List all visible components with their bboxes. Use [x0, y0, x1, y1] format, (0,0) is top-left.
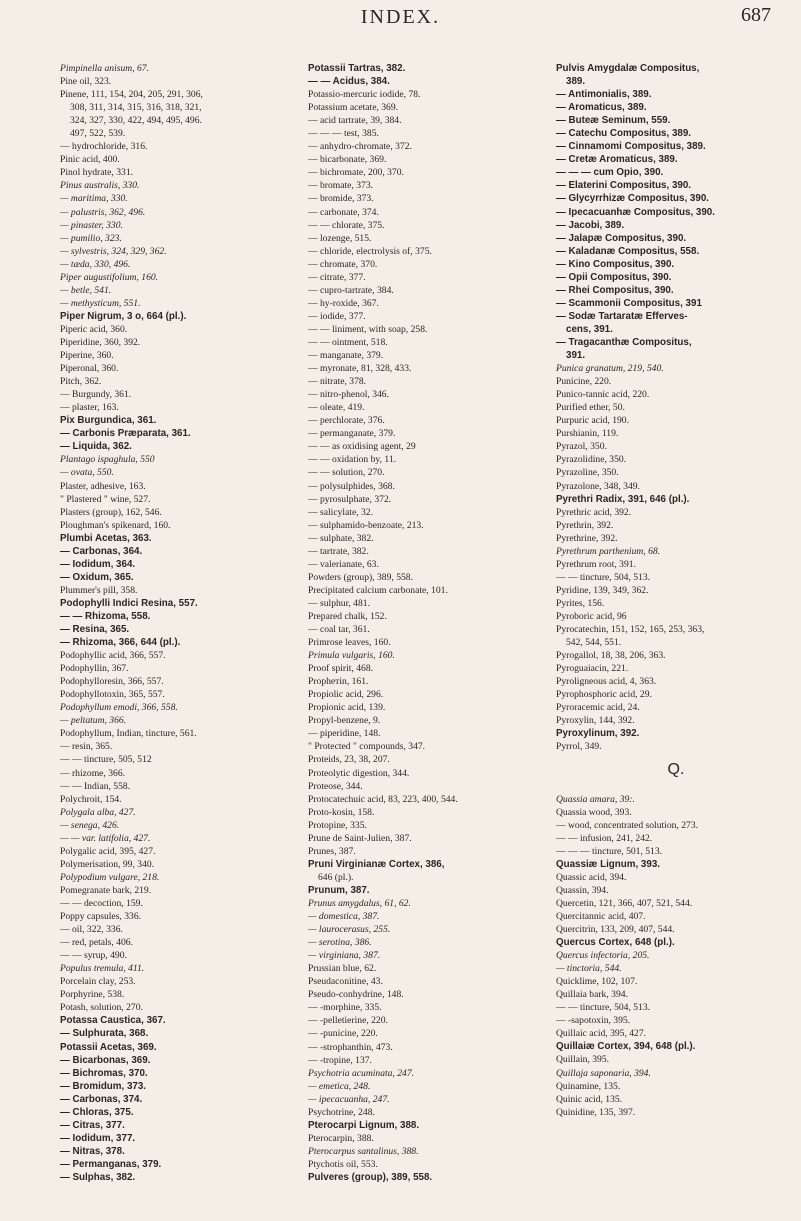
index-entry: — perchlorate, 376.	[308, 415, 385, 427]
index-entry: Quassia amara, 39:.	[556, 793, 635, 805]
index-entry: — — tincture, 504, 513.	[556, 571, 651, 583]
index-entry: Piperonal, 360.	[60, 363, 119, 375]
index-entry: Potassii Acetas, 369.	[60, 1041, 157, 1053]
index-entry: Quinidine, 135, 397.	[556, 1106, 636, 1118]
index-entry: — tartrate, 382.	[308, 545, 369, 557]
index-entry: — virginiana, 387.	[308, 950, 381, 962]
index-entry: 497, 522, 539.	[70, 128, 126, 140]
index-entry: Ptychotis oil, 553.	[308, 1158, 378, 1170]
index-entry: Purified ether, 50.	[556, 402, 625, 414]
index-entry: — lozenge, 515.	[308, 232, 372, 244]
index-entry: — Ipecacuanhæ Compositus, 390.	[556, 206, 715, 218]
index-entry: — — chlorate, 375.	[308, 219, 385, 231]
index-entry: Polypodium vulgare, 218.	[60, 871, 160, 883]
index-entry: — red, petals, 406.	[60, 937, 134, 949]
index-entry: " Plastered " wine, 527.	[60, 493, 151, 505]
index-entry: Pinus australis, 330.	[60, 180, 140, 192]
index-entry: Podophyllin, 367.	[60, 663, 129, 675]
index-entry: — senega, 426.	[60, 819, 120, 831]
index-entry: Pine oil, 323.	[60, 76, 112, 88]
index-entry: — bichromate, 200, 370.	[308, 167, 404, 179]
index-entry: — myronate, 81, 328, 433.	[308, 363, 412, 375]
index-entry: Populus tremula, 411.	[60, 963, 145, 975]
index-entry: — Bichromas, 370.	[60, 1067, 148, 1079]
index-entry: — permanganate, 379.	[308, 428, 396, 440]
index-entry: — Cretæ Aromaticus, 389.	[556, 154, 678, 166]
index-entry: — Carbonas, 374.	[60, 1093, 143, 1105]
index-entry: Quillaiæ Cortex, 394, 648 (pl.).	[556, 1041, 696, 1053]
index-entry: Prunus amygdalus, 61, 62.	[308, 898, 411, 909]
index-entry: 308, 311, 314, 315, 316, 318, 321,	[70, 102, 202, 114]
index-entry: — — — tincture, 501, 513.	[556, 845, 663, 857]
index-entry: Pinic acid, 400.	[60, 154, 120, 166]
index-entry: — Liquida, 362.	[60, 441, 132, 453]
index-entry: Potassa Caustica, 367.	[60, 1015, 166, 1027]
index-entry: — polysulphides, 368.	[308, 480, 395, 492]
index-entry: Pyrazolone, 348, 349.	[556, 480, 640, 492]
index-column-2	[308, 62, 548, 1184]
index-entry: — sulphamido-benzoate, 213.	[308, 519, 424, 531]
index-entry: Potash, solution, 270.	[60, 1002, 143, 1014]
index-entry: Pyrrol, 349.	[556, 741, 602, 753]
index-entry: Psychotria acuminata, 247.	[308, 1067, 415, 1079]
index-entry: — Jalapæ Compositus, 390.	[556, 232, 687, 244]
index-entry: — acid tartrate, 39, 384.	[308, 115, 402, 127]
index-entry: — chromate, 370.	[308, 258, 378, 270]
index-entry: Pyroguaiacin, 221.	[556, 663, 629, 675]
index-entry: Pinene, 111, 154, 204, 205, 291, 306,	[60, 89, 203, 101]
index-entry: — tæda, 330, 496.	[60, 258, 131, 270]
index-entry: — plaster, 163.	[60, 402, 119, 414]
index-entry: — Rhizoma, 366, 644 (pl.).	[60, 637, 181, 649]
index-entry: Ploughman's spikenard, 160.	[60, 519, 171, 531]
index-entry: — betle, 541.	[60, 284, 112, 296]
index-entry: Porcelain clay, 253.	[60, 976, 136, 988]
index-entry: — -strophanthin, 473.	[308, 1041, 393, 1053]
index-entry: Quassia wood, 393.	[556, 806, 632, 818]
index-entry: — Catechu Compositus, 389.	[556, 128, 692, 140]
index-entry: — pinaster, 330.	[60, 219, 123, 231]
index-entry: — laurocerasus, 255.	[308, 924, 391, 936]
index-entry: Prune de Saint-Julien, 387.	[308, 832, 412, 844]
index-entry: Quinic acid, 135.	[556, 1093, 623, 1105]
index-entry: Pomegranate bark, 219.	[60, 884, 152, 896]
index-entry: Quercus infectoria, 205.	[556, 950, 650, 962]
index-entry: — serotina, 386.	[308, 937, 372, 949]
index-entry: — iodide, 377.	[308, 310, 366, 322]
index-entry: Prunum, 387.	[308, 884, 370, 896]
index-entry: Prepared chalk, 152.	[308, 610, 387, 622]
index-entry: — Buteæ Seminum, 559.	[556, 115, 671, 127]
index-entry: — palustris, 362, 496.	[60, 206, 146, 218]
index-entry: — hy-roxide, 367.	[308, 297, 379, 309]
index-entry: Propiolic acid, 296.	[308, 689, 384, 701]
index-entry: Potassii Tartras, 382.	[308, 63, 406, 74]
index-entry: — Aromaticus, 389.	[556, 102, 647, 114]
index-entry: Pyroxylin, 144, 392.	[556, 715, 635, 727]
index-entry: — Antimonialis, 389.	[556, 89, 652, 101]
index-entry: 542, 544, 551.	[566, 637, 622, 649]
index-entry: Pseudaconitine, 43.	[308, 976, 383, 988]
index-entry: 324, 327, 330, 422, 494, 495, 496.	[70, 115, 202, 127]
index-entry: Plumbi Acetas, 363.	[60, 532, 152, 544]
index-entry: Powders (group), 389, 558.	[308, 571, 413, 583]
index-entry: Potassium acetate, 369.	[308, 102, 399, 114]
index-entry: — Iodidum, 364.	[60, 558, 136, 570]
index-entry: — -pelletierine, 220.	[308, 1015, 388, 1027]
index-entry: Podophylli Indici Resina, 557.	[60, 597, 198, 609]
index-entry: — — solution, 270.	[308, 467, 385, 479]
index-entry: — -sapotoxin, 395.	[556, 1015, 631, 1027]
index-entry: — — decoction, 159.	[60, 898, 143, 909]
index-entry: Pyroligneous acid, 4, 363.	[556, 676, 657, 688]
index-column-3	[556, 62, 796, 1119]
index-entry: Pyrethri Radix, 391, 646 (pl.).	[556, 493, 690, 505]
index-entry: — tinctoria, 544.	[556, 963, 622, 975]
index-entry: Podophylloresin, 366, 557.	[60, 676, 164, 688]
index-entry: — sulphate, 382.	[308, 532, 374, 544]
index-entry: Plasters (group), 162, 546.	[60, 506, 162, 518]
index-entry: — anhydro-chromate, 372.	[308, 141, 412, 153]
index-entry: Potassio-mercuric iodide, 78.	[308, 89, 421, 101]
index-entry: Pyridine, 139, 349, 362.	[556, 584, 649, 596]
section-letter: Q.	[667, 761, 685, 779]
index-entry: — valerianate, 63.	[308, 558, 379, 570]
index-entry: — Resina, 365.	[60, 624, 130, 636]
index-entry: Piper augustifolium, 160.	[60, 271, 159, 283]
index-entry: Proto-kosin, 158.	[308, 806, 375, 818]
index-entry: — cupro-tartrate, 384.	[308, 284, 394, 296]
index-entry: Pulvis Amygdalæ Compositus,	[556, 63, 700, 74]
index-entry: — — Indian, 558.	[60, 780, 131, 792]
index-entry: Purpuric acid, 190.	[556, 415, 630, 427]
index-entry: Pyrethrum root, 391.	[556, 558, 636, 570]
index-entry: Propionic acid, 139.	[308, 702, 386, 714]
index-entry: Pyroxylinum, 392.	[556, 728, 640, 740]
index-entry: Propheтin, 161.	[308, 676, 369, 688]
index-entry: Prunes, 387.	[308, 845, 356, 857]
index-entry: Pix Burgundica, 361.	[60, 415, 157, 427]
index-entry: — Permanganas, 379.	[60, 1158, 162, 1170]
index-entry: — Oxidum, 365.	[60, 571, 134, 583]
index-entry: Piperidine, 360, 392.	[60, 336, 141, 348]
index-entry: — carbonate, 374.	[308, 206, 379, 218]
index-entry: — maritima, 330.	[60, 193, 128, 205]
index-entry: Pyrazol, 350.	[556, 441, 607, 453]
index-entry: Porphyrine, 538.	[60, 989, 125, 1001]
index-entry: Pyrethric acid, 392.	[556, 506, 632, 518]
index-entry: — nitro-phenol, 346.	[308, 389, 390, 401]
index-entry: Pterocarpi Lignum, 388.	[308, 1119, 420, 1131]
index-entry: Proof spirit, 468.	[308, 663, 374, 675]
index-entry: Quercetin, 121, 366, 407, 521, 544.	[556, 897, 693, 909]
index-entry: — Carbonas, 364.	[60, 545, 143, 557]
index-entry: Pyroracemic acid, 24.	[556, 702, 640, 714]
index-entry: — — ointment, 518.	[308, 336, 388, 348]
index-entry: — — tincture, 505, 512	[60, 754, 152, 766]
index-entry: — Chloras, 375.	[60, 1106, 134, 1118]
index-entry: Pyrogallol, 18, 38, 206, 363.	[556, 650, 666, 662]
index-entry: — Elaterini Compositus, 390.	[556, 180, 692, 192]
index-entry: Quassic acid, 394.	[556, 871, 627, 883]
index-entry: Psychotrine, 248.	[308, 1106, 375, 1118]
index-entry: — — — test, 385.	[308, 128, 379, 140]
index-entry: — -punicine, 220.	[308, 1028, 378, 1040]
index-entry: Pinol hydrate, 331.	[60, 167, 134, 179]
index-entry: — — tincture, 504, 513.	[556, 1002, 651, 1014]
index-entry: Punicine, 220.	[556, 376, 612, 388]
index-entry: — piperidine, 148.	[308, 728, 381, 740]
index-entry: Pimpinella anisum, 67.	[60, 63, 150, 74]
index-entry: — bromate, 373.	[308, 180, 374, 192]
index-entry: Plummer's pill, 358.	[60, 584, 138, 596]
index-entry: Polymerisation, 99, 340.	[60, 858, 155, 870]
index-entry: — Burgundy, 361.	[60, 389, 132, 401]
index-entry: — manganate, 379.	[308, 350, 384, 362]
index-entry: — Glycyrrhizæ Compositus, 390.	[556, 193, 709, 205]
index-entry: — — infusion, 241, 242.	[556, 832, 653, 844]
index-entry: Quillain, 395.	[556, 1054, 610, 1066]
index-entry: — pyrosulphate, 372.	[308, 493, 392, 505]
index-entry: Pterocarpin, 388.	[308, 1132, 374, 1144]
index-entry: — sylvestris, 324, 329, 362.	[60, 245, 167, 257]
index-entry: Polygala alba, 427.	[60, 806, 136, 818]
index-entry: Prussian blue, 62.	[308, 963, 377, 975]
index-entry: Primrose leaves, 160.	[308, 637, 391, 649]
index-entry: Proteose, 344.	[308, 780, 363, 792]
index-entry: Punica granatum, 219, 540.	[556, 363, 664, 375]
index-entry: Pyrazolidine, 350.	[556, 454, 627, 466]
index-entry: — resin, 365.	[60, 741, 113, 753]
index-entry: — citrate, 377.	[308, 271, 366, 283]
index-entry: Propyl-benzene, 9.	[308, 715, 381, 727]
index-entry: — Kaladanæ Compositus, 558.	[556, 245, 700, 257]
index-entry: — rhizome, 366.	[60, 767, 126, 779]
index-entry: — Tragacanthæ Compositus,	[556, 336, 692, 348]
index-entry: Quillaia bark, 394.	[556, 989, 628, 1001]
index-entry: Quillaja saponaria, 394.	[556, 1067, 651, 1079]
index-entry: — — syrup, 490.	[60, 950, 127, 962]
index-entry: Quercitannic acid, 407.	[556, 910, 646, 922]
index-entry: — Rhei Compositus, 390.	[556, 284, 674, 296]
index-entry: — — liniment, with soap, 258.	[308, 323, 428, 335]
index-entry: — Opii Compositus, 390.	[556, 271, 672, 283]
index-entry: Pyrites, 156.	[556, 597, 605, 609]
index-entry: — salicylate, 32.	[308, 506, 374, 518]
index-entry: Pyrophosphoric acid, 29.	[556, 689, 652, 701]
index-entry: Podophyllum emodi, 366, 558.	[60, 702, 178, 714]
index-entry: Quassin, 394.	[556, 884, 609, 896]
index-entry: — Bromidum, 373.	[60, 1080, 147, 1092]
index-entry: — Iodidum, 377.	[60, 1132, 136, 1144]
index-entry: Quicklime, 102, 107.	[556, 976, 638, 988]
index-entry: Piperic acid, 360.	[60, 323, 128, 335]
index-entry: — sulphur, 481.	[308, 597, 370, 609]
index-entry: — peltatum, 366.	[60, 715, 127, 727]
index-entry: — nitrate, 378.	[308, 376, 367, 388]
index-entry: Pterocarpus santalinus, 388.	[308, 1145, 419, 1157]
index-entry: — oleate, 419.	[308, 402, 365, 414]
index-entry: Poppy capsules, 336.	[60, 911, 142, 923]
index-entry: Plantago ispaghula, 550	[60, 454, 155, 466]
index-entry: — bromide, 373.	[308, 193, 374, 205]
index-entry: Pyrethrine, 392.	[556, 532, 618, 544]
index-entry: — Cinnamomi Compositus, 389.	[556, 141, 706, 153]
index-entry: Polychroit, 154.	[60, 793, 122, 805]
index-entry: — bicarbonate, 369.	[308, 154, 387, 166]
index-entry: Primula vulgaris, 160.	[308, 650, 395, 662]
index-entry: — Sulphurata, 368.	[60, 1028, 149, 1040]
index-entry: — ovata, 550.	[60, 467, 114, 479]
index-entry: — chloride, electrolysis of, 375.	[308, 245, 432, 257]
index-entry: Pruni Virginianæ Cortex, 386,	[308, 858, 445, 870]
index-entry: — coal tar, 361.	[308, 624, 370, 636]
index-entry: — Bicarbonas, 369.	[60, 1054, 151, 1066]
index-entry: — ipecacuanha, 247.	[308, 1093, 390, 1105]
index-entry: — Kino Compositus, 390.	[556, 258, 675, 270]
index-column-1	[60, 62, 280, 1184]
index-entry: Pyroboric acid, 96	[556, 610, 627, 622]
index-entry: Pitch, 362.	[60, 376, 102, 388]
index-entry: — wood, concentrated solution, 273.	[556, 819, 699, 831]
index-entry: — Sulphas, 382.	[60, 1171, 136, 1183]
index-entry: — — oxidation by, 11.	[308, 454, 397, 466]
index-entry: Quercus Cortex, 648 (pl.).	[556, 937, 675, 949]
index-entry: — Scammonii Compositus, 391	[556, 297, 702, 309]
page-number: 687	[741, 4, 771, 26]
index-entry: Quillaic acid, 395, 427.	[556, 1028, 647, 1040]
index-entry: — emetica, 248.	[308, 1080, 371, 1092]
index-entry: Proteolytic digestion, 344.	[308, 767, 410, 779]
index-entry: — — Acidus, 384.	[308, 76, 390, 88]
index-entry: — oil, 322, 336.	[60, 924, 123, 936]
index-entry: Proteids, 23, 38, 207.	[308, 754, 390, 766]
index-entry: Polygalic acid, 395, 427.	[60, 845, 156, 857]
index-entry: Quinamine, 135.	[556, 1080, 621, 1092]
index-entry: Podophyllum, Indian, tincture, 561.	[60, 728, 197, 740]
index-entry: — Carbonis Præparata, 361.	[60, 428, 191, 440]
index-entry: — -tropine, 137.	[308, 1054, 372, 1066]
index-entry: — domestica, 387.	[308, 911, 380, 923]
index-entry: — — var. latifolia, 427.	[60, 832, 151, 844]
index-entry: — Nitras, 378.	[60, 1145, 125, 1157]
index-entry: — Citras, 377.	[60, 1119, 125, 1131]
index-entry: — -morphine, 335.	[308, 1002, 382, 1014]
index-entry: Piper Nigrum, 3 o, 664 (pl.).	[60, 310, 187, 322]
index-entry: — — — cum Opio, 390.	[556, 167, 664, 179]
index-entry: Pyrazoline, 350.	[556, 467, 619, 479]
index-entry: Pulveres (group), 389, 558.	[308, 1171, 433, 1183]
index-entry: Plaster, adhesive, 163.	[60, 480, 146, 492]
index-entry: Podophyllic acid, 366, 557.	[60, 650, 166, 662]
index-entry: Pseudo-conhydrine, 148.	[308, 989, 404, 1001]
index-entry: — pumilio, 323.	[60, 232, 122, 244]
index-entry: Protocatechuic acid, 83, 223, 400, 544.	[308, 793, 458, 805]
index-entry: 391.	[566, 350, 586, 362]
index-entry: Protopine, 335.	[308, 819, 367, 831]
index-entry: — methysticum, 551.	[60, 297, 141, 309]
index-entry: Punico-tannic acid, 220.	[556, 389, 650, 401]
index-entry: Pyrethrum parthenium, 68.	[556, 545, 661, 557]
index-entry: Quassiæ Lignum, 393.	[556, 858, 660, 870]
index-entry: — — as oxidising agent, 29	[308, 441, 416, 453]
index-entry: — hydrochloride, 316.	[60, 141, 148, 153]
index-entry: Precipitated calcium carbonate, 101.	[308, 584, 448, 596]
index-entry: " Protected " compounds, 347.	[308, 741, 426, 753]
index-entry: Pyrocatechin, 151, 152, 165, 253, 363,	[556, 624, 705, 636]
index-entry: 389.	[566, 76, 586, 88]
index-entry: — Sodæ Tartaratæ Efferves-	[556, 310, 688, 322]
index-entry: — Jacobi, 389.	[556, 219, 625, 231]
index-entry: Purshianin, 119.	[556, 428, 619, 440]
page-title: INDEX.	[360, 6, 441, 28]
index-entry: 646 (pl.).	[318, 871, 354, 883]
index-entry: cens, 391.	[566, 323, 613, 335]
index-entry: Quercitrin, 133, 209, 407, 544.	[556, 924, 675, 935]
index-entry: Piperine, 360.	[60, 350, 114, 362]
index-entry: Podophyllotoxin, 365, 557.	[60, 689, 165, 701]
index-entry: Pyrethrin, 392.	[556, 519, 614, 531]
index-entry: — — Rhizoma, 558.	[60, 610, 151, 622]
